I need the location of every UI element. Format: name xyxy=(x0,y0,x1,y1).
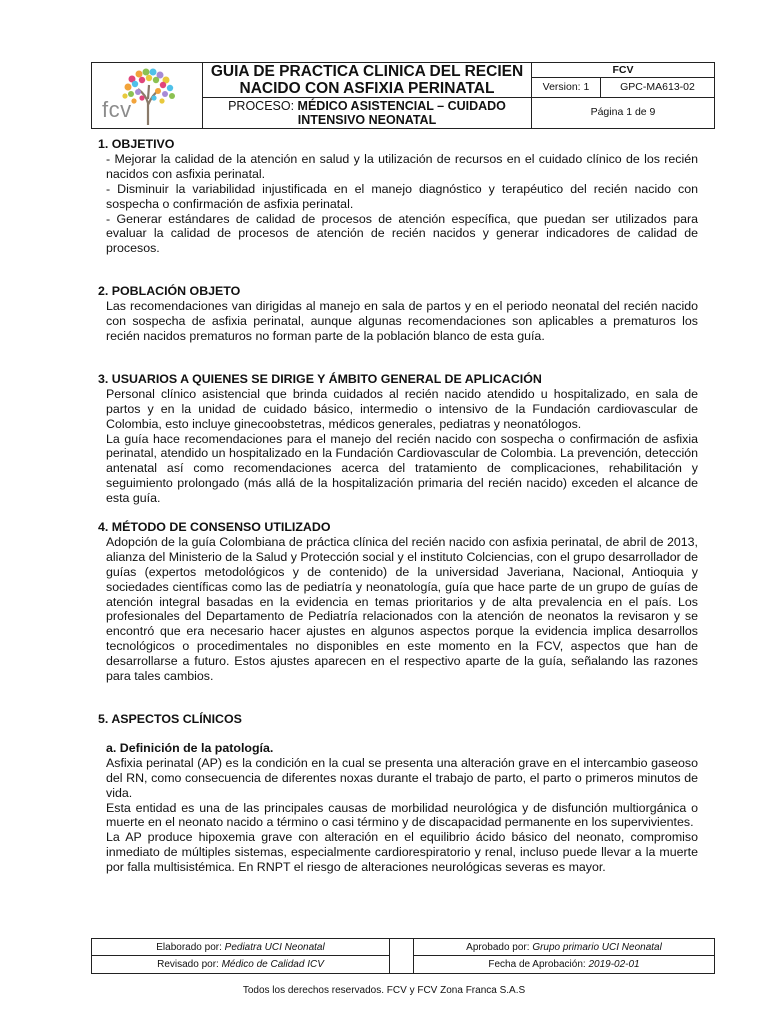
title-line-2: NACIDO CON ASFIXIA PERINATAL xyxy=(239,80,495,97)
approval-date-label: Fecha de Aprobación: xyxy=(488,959,589,970)
page-number: Página 1 de 9 xyxy=(590,106,656,118)
document-title xyxy=(203,63,532,98)
reviewed-by xyxy=(92,956,390,973)
copyright-notice: Todos los derechos reservados. FCV y FCV Zona Franca S.A.S xyxy=(242,985,526,996)
section-text: Las recomendaciones van dirigidas al manejo en sala de partos y en el periodo neonatal del recién nacido con sospecha de asfixia perinatal, aunque algunas recomendaciones son aplicables a prematuros los recién nacidos prematuros no forman parte de la población blanco de esta guía. xyxy=(106,299,698,343)
footer-spacer xyxy=(390,939,414,973)
section-text: Esta entidad es una de las principales causas de morbilidad neurológica y de disfunción multiorgánica o muerte en el neonato nacido a término o casi término y de discapacidad permanente en los supervivientes. xyxy=(106,800,698,830)
prepared-by xyxy=(92,939,390,956)
document-code: GPC-MA613-02 xyxy=(601,78,714,98)
title-line-1: GUIA DE PRACTICA CLINICA DEL RECIEN xyxy=(210,63,524,80)
section-title: 3. USUARIOS A QUIENES SE DIRIGE Y ÁMBITO GENERAL DE APLICACIÓN xyxy=(98,371,542,386)
logo-text: fcv xyxy=(102,97,132,122)
section-usuarios xyxy=(98,372,698,506)
section-objetivo xyxy=(98,137,698,256)
subsection-title: a. Definición de la patología. xyxy=(106,740,274,755)
document-header xyxy=(91,62,715,129)
section-title: 4. MÉTODO DE CONSENSO UTILIZADO xyxy=(98,520,331,535)
section-title: 2. POBLACIÓN OBJETO xyxy=(98,284,241,299)
approved-value: Grupo primario UCI Neonatal xyxy=(532,942,662,953)
objective-item-1: - Mejorar la calidad de la atención en salud y la utilización de recursos en el cuidado clínico de los recién nacidos con asfixia perinatal. xyxy=(106,151,698,181)
section-metodo xyxy=(98,520,698,684)
section-text: Adopción de la guía Colombiana de práctica clínica del recién nacido con asfixia perinatal, de abril de 2013, alianza del Ministerio de la Salud y Protección social y el instituto Colciencias, con el grupo desarrollador de guías (expertos metodológicos y de contenido) de la universidad Javeriana, Nacional, Antioquia y sociedades científicas como las de pediatría y neonatología, guía que hace parte de un grupo de guías de atención integral basadas en la evidencia en temas prioritarios y de alta prevalencia en el país. Los profesionales del Departamento de Pediatría relacionados con la atención de neonatos la revisaron y se encontró que era necesario hacer ajustes en algunos aspectos porque la evidencia implica desarrollos tecnológicos o procedimentales no disponibles en este momento en la FCV, aspectos que han de desarrollarse a futuro. Estos ajustes aparecen en el respectivo aparte de la guía, señalando las razones para tales cambios. xyxy=(106,534,698,684)
section-poblacion xyxy=(98,284,698,344)
process-label: PROCESO: xyxy=(228,99,298,113)
org-label: FCV xyxy=(532,63,714,78)
section-aspectos xyxy=(98,712,698,875)
version-label: Version: 1 xyxy=(532,78,601,98)
process-cell xyxy=(203,98,532,128)
approved-label: Aprobado por: xyxy=(466,942,533,953)
section-text: La guía hace recomendaciones para el manejo del recién nacido con sospecha o confirmación de asfixia perinatal, atendido un hospitalizado en la Fundación Cardiovascular de Colombia. La prevención, detección antenatal así como recomendaciones acerca del tratamiento de complicaciones, rehabilitación y seguimiento prolongado (más allá de la hospitalización primaria del recién nacido) exceden el alcance de esta guía. xyxy=(106,431,698,506)
section-title: 5. ASPECTOS CLÍNICOS xyxy=(98,712,242,726)
objective-item-2: - Disminuir la variabilidad injustificada en el manejo diagnóstico y terapéutico del recién nacido con sospecha o confirmación de asfixia perinatal. xyxy=(106,181,698,211)
section-text: Asfixia perinatal (AP) es la condición en la cual se presenta una alteración grave en el intercambio gaseoso del RN, como consecuencia de diferentes noxas durante el trabajo de parto, el parto o primeros minutos de vida. xyxy=(106,755,698,800)
prepared-value: Pediatra UCI Neonatal xyxy=(224,942,325,953)
objective-item-3: - Generar estándares de calidad de procesos de atención específica, que puedan ser utilizados para evaluar la calidad de procesos de atención de recién nacidos y generar indicadores de calidad de procesos. xyxy=(106,211,698,256)
section-title: 1. OBJETIVO xyxy=(98,137,175,151)
reviewed-label: Revisado por: xyxy=(157,959,222,970)
approval-date xyxy=(414,956,714,973)
document-body xyxy=(98,137,698,875)
document-footer xyxy=(91,938,715,974)
reviewed-value: Médico de Calidad ICV xyxy=(221,959,324,970)
process-value-line-1: MÉDICO ASISTENCIAL – CUIDADO xyxy=(297,99,506,113)
section-text: La AP produce hipoxemia grave con alteración en el equilibrio ácido básico del neonato, compromiso inmediato de múltiples sistemas, especialmente cardiorespiratorio y renal, incluso puede llevar a la muerte por falla multisistémica. En RNPT el riesgo de alteraciones neurológicas severas es mayor. xyxy=(106,830,698,875)
approval-date-value: 2019-02-01 xyxy=(588,959,640,970)
process-value-line-2: INTENSIVO NEONATAL xyxy=(297,113,437,127)
prepared-label: Elaborado por: xyxy=(156,942,225,953)
section-text: Personal clínico asistencial que brinda cuidados al recién nacido atendido u hospitalizado, en sala de partos y en la unidad de cuidado básico, intermedio o intensivo de la Fundación cardiovascular de Colombia, esto incluye ginecoobstetras, médicos generales, pediatras y neonatólogos. xyxy=(106,386,698,431)
approved-by xyxy=(414,939,714,956)
logo xyxy=(92,63,203,128)
